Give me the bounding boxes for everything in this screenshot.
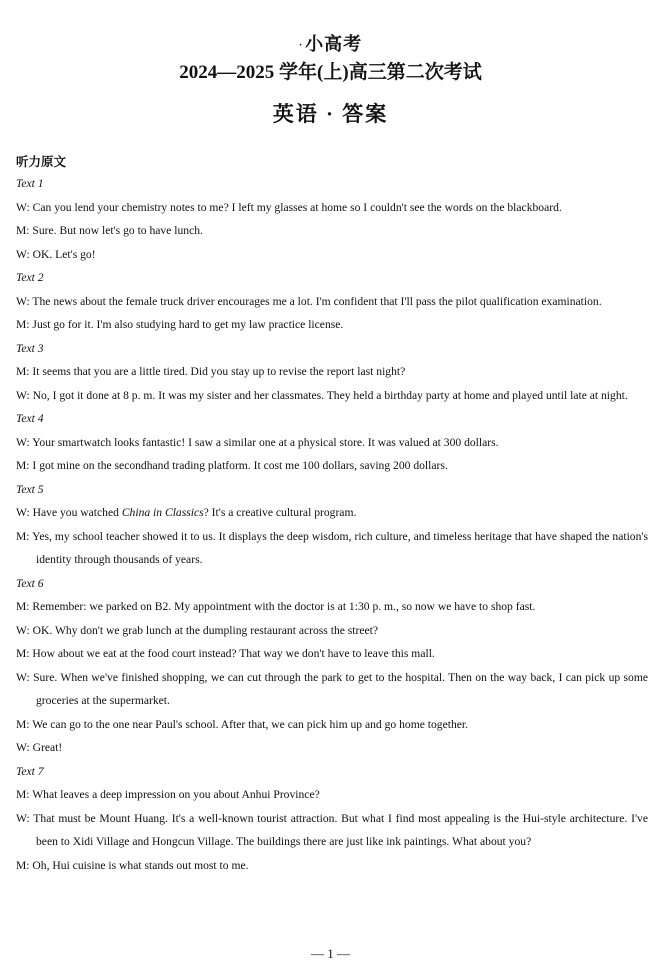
brand-logo (0, 30, 661, 56)
text-label: Text 2 (16, 271, 44, 284)
subject-title: 英语 · 答案 (272, 102, 389, 126)
brand-text: 小高考 (305, 34, 363, 54)
dialog-line: W: Sure. When we've finished shopping, we can cut through the park to get to the hospital. Then on the way back, I can pick up some groceries at the supermarket. (16, 670, 648, 707)
text-label: Text 6 (16, 576, 44, 590)
exam-title: 2024—2025 学年(上)高三第二次考试 (179, 62, 482, 83)
dialog-line: M: Sure. But now let's go to have lunch. (16, 224, 203, 237)
brand-dot: · (298, 40, 304, 52)
text-label: Text 7 (16, 764, 44, 778)
dialog-line: W: That must be Mount Huang. It's a well-known tourist attraction. But what I find most appealing is the Hui-style architecture. I've been to Xidi Village and Hongcun Village. The buildings there are just like ink paintings. What about you? (16, 811, 648, 848)
dialog-line: M: It seems that you are a little tired. Did you stay up to revise the report last night? (16, 365, 406, 378)
dialog-line: M: We can go to the one near Paul's school. After that, we can pick him up and go home together. (16, 717, 469, 731)
dialog-line: W: OK. Why don't we grab lunch at the dumpling restaurant across the street? (16, 623, 379, 637)
dialog-text: ? It's a creative cultural program. (203, 506, 357, 519)
dialog-line: W: OK. Let's go! (16, 247, 96, 261)
text-label: Text 1 (16, 177, 44, 190)
dialog-line: M: I got mine on the secondhand trading platform. It cost me 100 dollars, saving 200 dollars. (16, 459, 448, 472)
listening-transcript (16, 172, 648, 877)
program-title: China in Classics (121, 506, 204, 519)
section-heading: 听力原文 (16, 154, 67, 169)
dialog-line: M: Just go for it. I'm also studying hard to get my law practice license. (16, 318, 344, 331)
dialog-line: W: No, I got it done at 8 p. m. It was my sister and her classmates. They held a birthday party at home and played until late at night. (16, 388, 628, 402)
page-number: — 1 — (311, 946, 350, 961)
dialog-line: W: Your smartwatch looks fantastic! I saw a similar one at a physical store. It was valued at 300 dollars. (16, 435, 499, 449)
dialog-line: M: How about we eat at the food court instead? That way we don't have to leave this mall. (16, 647, 435, 660)
text-label: Text 3 (16, 341, 44, 355)
dialog-text: W: Have you watched (16, 506, 122, 519)
dialog-line: M: Remember: we parked on B2. My appointment with the doctor is at 1:30 p. m., so now we have to shop fast. (16, 600, 536, 613)
dialog-line: W: The news about the female truck driver encourages me a lot. I'm confident that I'll pass the pilot qualification examination. (16, 294, 602, 308)
dialog-line: M: Yes, my school teacher showed it to us. It displays the deep wisdom, rich culture, and timeless heritage that have shaped the nation's identity through thousands of years. (16, 529, 648, 566)
text-label: Text 4 (16, 412, 44, 425)
dialog-line: W: Great! (16, 741, 63, 754)
dialog-line: W: Can you lend your chemistry notes to me? I left my glasses at home so I couldn't see the words on the blackboard. (16, 200, 562, 214)
dialog-line: M: Oh, Hui cuisine is what stands out most to me. (16, 858, 249, 872)
dialog-line: M: What leaves a deep impression on you about Anhui Province? (16, 788, 320, 801)
dialog-line (16, 501, 648, 525)
text-label: Text 5 (16, 482, 44, 496)
